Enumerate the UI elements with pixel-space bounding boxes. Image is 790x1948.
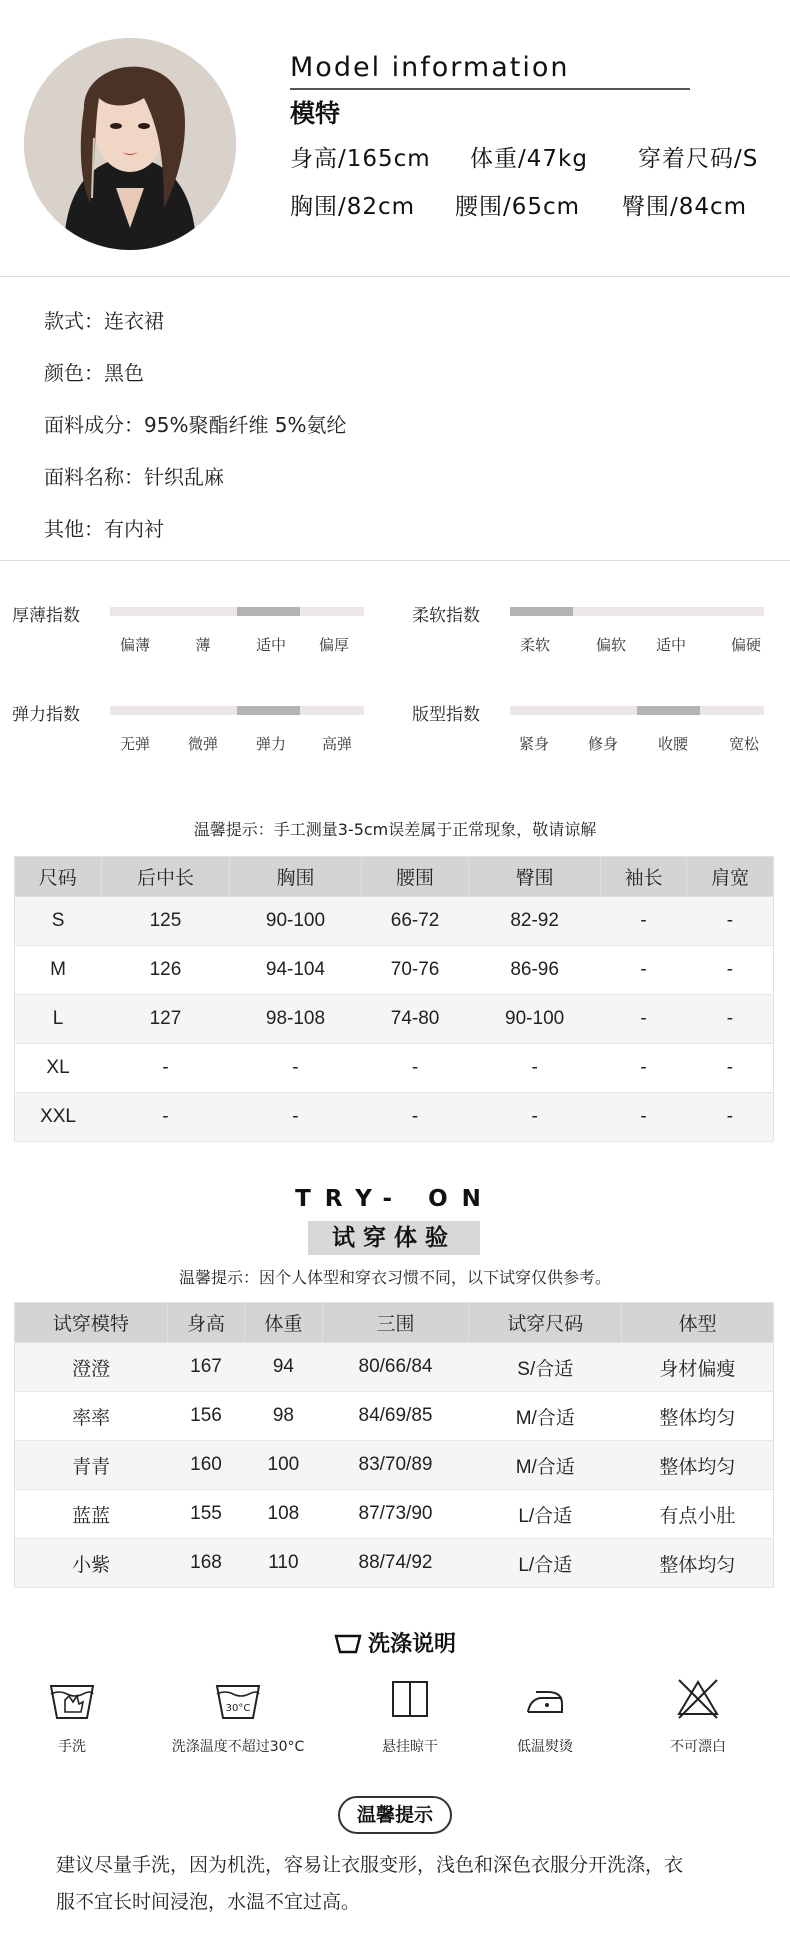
table-cell: 108 xyxy=(245,1490,322,1539)
column-header: 试穿模特 xyxy=(15,1303,168,1343)
table-row xyxy=(15,995,774,1044)
table-cell: 身材偏瘦 xyxy=(622,1343,774,1392)
table-cell: - xyxy=(230,1044,361,1093)
table-cell: - xyxy=(687,995,774,1044)
index-label: 薄 xyxy=(195,636,211,654)
table-cell: 156 xyxy=(167,1392,244,1441)
table-cell: - xyxy=(600,995,687,1044)
table-cell: 94-104 xyxy=(230,946,361,995)
iron-low-icon xyxy=(520,1674,570,1724)
table-cell: 155 xyxy=(167,1490,244,1539)
table-cell: M xyxy=(15,946,102,995)
table-cell: 有点小肚 xyxy=(622,1490,774,1539)
tryon-table xyxy=(14,1302,774,1588)
table-cell: 98-108 xyxy=(230,995,361,1044)
table-row xyxy=(15,946,774,995)
wash-label: 不可漂白 xyxy=(670,1739,726,1755)
column-header: 臀围 xyxy=(469,857,600,897)
index-label: 无弹 xyxy=(119,735,151,753)
index-label: 偏厚 xyxy=(318,636,350,654)
wash-temp-text: 30°C xyxy=(225,1703,251,1714)
table-cell: M/合适 xyxy=(469,1441,622,1490)
section-divider xyxy=(0,560,790,561)
index-title-thickness: 厚薄指数 xyxy=(12,606,80,626)
table-cell: 98 xyxy=(245,1392,322,1441)
table-cell: 整体均匀 xyxy=(622,1539,774,1588)
table-cell: - xyxy=(687,897,774,946)
table-cell: 74-80 xyxy=(361,995,469,1044)
table-cell: 70-76 xyxy=(361,946,469,995)
table-row xyxy=(15,1343,774,1392)
no-bleach-icon xyxy=(673,1674,723,1724)
table-cell: 整体均匀 xyxy=(622,1392,774,1441)
table-cell: 94 xyxy=(245,1343,322,1392)
model-avatar xyxy=(24,38,236,250)
model-hip: 臀围/84cm xyxy=(622,194,748,220)
wash-label: 洗涤温度不超过30°C xyxy=(171,1739,305,1755)
model-waist: 腰围/65cm xyxy=(455,194,581,220)
model-weight: 体重/47kg xyxy=(470,146,588,172)
washing-title xyxy=(0,1627,790,1658)
index-title-softness: 柔软指数 xyxy=(412,606,480,626)
info-fabric: 面料名称：针织乱麻 xyxy=(44,465,224,489)
table-cell: 蓝蓝 xyxy=(15,1490,168,1539)
index-label: 柔软 xyxy=(519,636,551,654)
index-label: 弹力 xyxy=(255,735,287,753)
info-style: 款式：连衣裙 xyxy=(44,309,164,333)
table-cell: - xyxy=(101,1093,230,1142)
table-cell: L xyxy=(15,995,102,1044)
table-cell: 160 xyxy=(167,1441,244,1490)
table-cell: 率率 xyxy=(15,1392,168,1441)
index-label: 适中 xyxy=(255,636,287,654)
index-label: 高弹 xyxy=(321,735,353,753)
model-height: 身高/165cm xyxy=(290,146,431,172)
table-row xyxy=(15,1093,774,1142)
index-label: 适中 xyxy=(655,636,687,654)
table-cell: 整体均匀 xyxy=(622,1441,774,1490)
index-track-softness xyxy=(510,607,764,616)
index-label: 修身 xyxy=(587,735,619,753)
table-row xyxy=(15,1441,774,1490)
table-cell: L/合适 xyxy=(469,1539,622,1588)
size-chart-table xyxy=(14,856,774,1142)
washing-title-text: 洗涤说明 xyxy=(367,1632,456,1657)
table-cell: 126 xyxy=(101,946,230,995)
tryon-subtitle: 试穿体验 xyxy=(308,1221,480,1255)
index-indicator-softness xyxy=(510,607,573,616)
table-cell: - xyxy=(600,946,687,995)
index-indicator-fit xyxy=(637,706,700,715)
table-cell: XL xyxy=(15,1044,102,1093)
table-header-row xyxy=(15,1303,774,1343)
tips-line-1: 建议尽量手洗，因为机洗，容易让衣服变形，浅色和深色衣服分开洗涤，衣 xyxy=(56,1854,684,1876)
model-size: 穿着尺码/S xyxy=(638,146,759,172)
index-track-elasticity xyxy=(110,706,364,715)
column-header: 袖长 xyxy=(600,857,687,897)
table-cell: - xyxy=(687,1093,774,1142)
table-cell: - xyxy=(600,1044,687,1093)
table-cell: 82-92 xyxy=(469,897,600,946)
wash-30-icon xyxy=(213,1674,263,1724)
table-cell: 167 xyxy=(167,1343,244,1392)
index-label: 偏薄 xyxy=(119,636,151,654)
index-indicator-elasticity xyxy=(237,706,300,715)
table-cell: 87/73/90 xyxy=(322,1490,469,1539)
index-track-thickness xyxy=(110,607,364,616)
table-row xyxy=(15,897,774,946)
table-row xyxy=(15,1044,774,1093)
model-portrait-image xyxy=(24,38,236,250)
index-indicator-thickness xyxy=(237,607,300,616)
table-cell: - xyxy=(361,1093,469,1142)
table-cell: 127 xyxy=(101,995,230,1044)
tips-line-2: 服不宜长时间浸泡，水温不宜过高。 xyxy=(56,1891,361,1913)
table-cell: 青青 xyxy=(15,1441,168,1490)
column-header: 尺码 xyxy=(15,857,102,897)
table-cell: 86-96 xyxy=(469,946,600,995)
hang-dry-icon xyxy=(385,1674,435,1724)
table-cell: M/合适 xyxy=(469,1392,622,1441)
column-header: 肩宽 xyxy=(687,857,774,897)
tryon-title: TRY- ON xyxy=(295,1186,495,1212)
table-cell: - xyxy=(469,1093,600,1142)
section-divider xyxy=(0,276,790,277)
table-row xyxy=(15,1392,774,1441)
size-chart-tip: 温馨提示：手工测量3-5cm误差属于正常现象，敬请谅解 xyxy=(193,820,597,839)
table-cell: XXL xyxy=(15,1093,102,1142)
wash-label: 低温熨烫 xyxy=(517,1739,573,1755)
table-cell: - xyxy=(687,1044,774,1093)
index-label: 偏硬 xyxy=(730,636,762,654)
model-info-title: Model information xyxy=(290,52,570,83)
column-header: 体型 xyxy=(622,1303,774,1343)
table-cell: 小紫 xyxy=(15,1539,168,1588)
column-header: 三围 xyxy=(322,1303,469,1343)
table-cell: 88/74/92 xyxy=(322,1539,469,1588)
table-cell: 90-100 xyxy=(469,995,600,1044)
table-cell: 澄澄 xyxy=(15,1343,168,1392)
index-title-elasticity: 弹力指数 xyxy=(12,705,80,725)
index-label: 微弹 xyxy=(187,735,219,753)
column-header: 试穿尺码 xyxy=(469,1303,622,1343)
table-cell: - xyxy=(361,1044,469,1093)
table-cell: 84/69/85 xyxy=(322,1392,469,1441)
table-cell: S/合适 xyxy=(469,1343,622,1392)
tips-title: 温馨提示 xyxy=(338,1796,452,1834)
table-cell: - xyxy=(230,1093,361,1142)
table-cell: - xyxy=(687,946,774,995)
tryon-tip: 温馨提示：因个人体型和穿衣习惯不同，以下试穿仅供参考。 xyxy=(178,1268,611,1287)
model-info-subtitle: 模特 xyxy=(290,99,341,128)
table-cell: 83/70/89 xyxy=(322,1441,469,1490)
table-cell: 110 xyxy=(245,1539,322,1588)
column-header: 后中长 xyxy=(101,857,230,897)
model-bust: 胸围/82cm xyxy=(290,194,416,220)
table-row xyxy=(15,1539,774,1588)
info-color: 颜色：黑色 xyxy=(44,361,144,385)
table-row xyxy=(15,1490,774,1539)
title-underline xyxy=(290,88,690,90)
index-label: 偏软 xyxy=(595,636,627,654)
index-title-fit: 版型指数 xyxy=(412,705,480,725)
table-cell: - xyxy=(101,1044,230,1093)
column-header: 腰围 xyxy=(361,857,469,897)
wash-label: 悬挂晾干 xyxy=(382,1739,438,1755)
table-cell: 90-100 xyxy=(230,897,361,946)
table-cell: L/合适 xyxy=(469,1490,622,1539)
table-cell: 125 xyxy=(101,897,230,946)
hand-wash-icon xyxy=(47,1674,97,1724)
basin-icon xyxy=(334,1632,362,1654)
info-composition: 面料成分：95%聚酯纤维 5%氨纶 xyxy=(44,413,347,437)
table-cell: 80/66/84 xyxy=(322,1343,469,1392)
column-header: 胸围 xyxy=(230,857,361,897)
table-header-row xyxy=(15,857,774,897)
model-info-section xyxy=(0,0,790,276)
table-cell: - xyxy=(600,897,687,946)
column-header: 身高 xyxy=(167,1303,244,1343)
index-label: 收腰 xyxy=(657,735,689,753)
index-label: 紧身 xyxy=(518,735,550,753)
wash-label: 手洗 xyxy=(58,1739,86,1755)
table-cell: - xyxy=(600,1093,687,1142)
table-cell: 100 xyxy=(245,1441,322,1490)
table-cell: 168 xyxy=(167,1539,244,1588)
index-track-fit xyxy=(510,706,764,715)
column-header: 体重 xyxy=(245,1303,322,1343)
index-label: 宽松 xyxy=(728,735,760,753)
table-cell: - xyxy=(469,1044,600,1093)
info-other: 其他：有内衬 xyxy=(44,517,164,541)
table-cell: S xyxy=(15,897,102,946)
table-cell: 66-72 xyxy=(361,897,469,946)
